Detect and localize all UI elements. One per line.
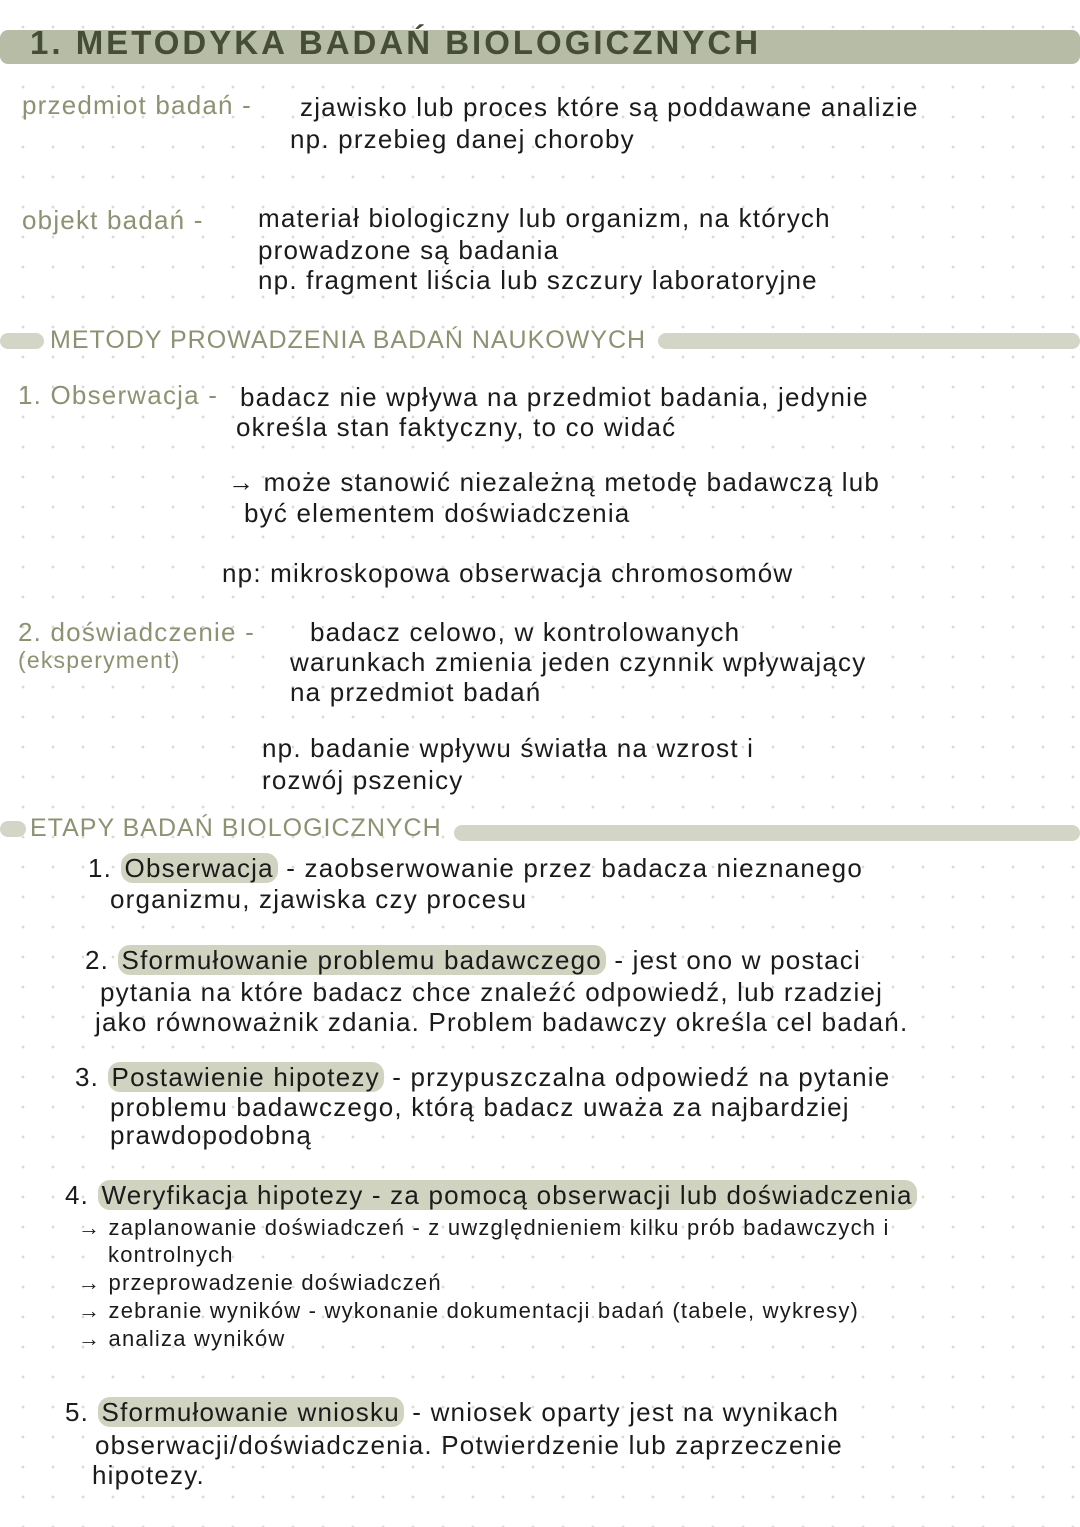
text-line: obserwacji/doświadczenia. Potwierdzenie lub zaprzeczenie	[95, 1430, 843, 1460]
section-bar-right	[658, 333, 1080, 349]
term-objekt: objekt badań -	[22, 205, 204, 235]
text-line: badacz nie wpływa na przedmiot badania, jedynie	[240, 382, 869, 412]
step-2	[85, 945, 861, 975]
step-5	[65, 1397, 839, 1427]
text-line: hipotezy.	[92, 1460, 205, 1490]
step-4	[65, 1180, 917, 1210]
section-title-stages: ETAPY BADAŃ BIOLOGICZNYCH	[30, 814, 442, 842]
text-line: warunkach zmienia jeden czynnik wpływający	[290, 647, 867, 677]
step-term: Postawienie hipotezy	[108, 1062, 384, 1092]
section-bar-left	[0, 333, 44, 349]
section-title-methods: METODY PROWADZENIA BADAŃ NAUKOWYCH	[50, 326, 647, 354]
example-line: np: mikroskopowa obserwacja chromosomów	[222, 558, 794, 588]
text-line: być elementem doświadczenia	[244, 498, 631, 528]
text-line: badacz celowo, w kontrolowanych	[310, 617, 741, 647]
section-bar-left	[0, 821, 26, 837]
step-1	[88, 853, 863, 883]
substep: → zebranie wyników - wykonanie dokumentacji badań (tabele, wykresy)	[78, 1298, 860, 1323]
step-number: 5.	[65, 1397, 90, 1427]
term-eksperyment: (eksperyment)	[18, 647, 181, 673]
text-line: problemu badawczego, którą badacz uważa za najbardziej	[110, 1092, 850, 1122]
text-line: organizmu, zjawiska czy procesu	[110, 884, 528, 914]
step-term: Weryfikacja hipotezy - za pomocą obserwacji lub doświadczenia	[98, 1180, 917, 1210]
definition-line: np. fragment liścia lub szczury laboratoryjne	[258, 265, 818, 295]
substep: → zaplanowanie doświadczeń - z uwzględnieniem kilku prób badawczych i	[78, 1215, 890, 1240]
substep: kontrolnych	[108, 1242, 234, 1267]
step-number: 2.	[85, 945, 110, 975]
step-term: Sformułowanie wniosku	[98, 1397, 404, 1427]
step-text: - jest ono w postaci	[605, 945, 861, 975]
step-3	[75, 1062, 890, 1092]
substep: → przeprowadzenie doświadczeń	[78, 1270, 442, 1295]
example-line: np. badanie wpływu światła na wzrost i	[262, 733, 755, 763]
text-line: prawdopodobną	[110, 1120, 313, 1150]
text-line: na przedmiot badań	[290, 677, 542, 707]
page-title: 1. METODYKA BADAŃ BIOLOGICZNYCH	[30, 24, 762, 61]
text-line: jako równoważnik zdania. Problem badawczy określa cel badań.	[95, 1007, 909, 1037]
definition-line: prowadzone są badania	[258, 235, 560, 265]
step-text: - przypuszczalna odpowiedź na pytanie	[383, 1062, 891, 1092]
definition-line: materiał biologiczny lub organizm, na których	[258, 203, 831, 233]
term-przedmiot: przedmiot badań -	[22, 90, 252, 120]
term-doswiadczenie: 2. doświadczenie -	[18, 617, 255, 647]
substep: → analiza wyników	[78, 1326, 286, 1351]
definition-line: zjawisko lub proces które są poddawane analizie	[300, 92, 919, 122]
text-line: → może stanowić niezależną metodę badawczą lub	[228, 467, 881, 497]
step-text: - zaobserwowanie przez badacza nieznanego	[277, 853, 863, 883]
step-term: Sformułowanie problemu badawczego	[118, 945, 606, 975]
definition-line: np. przebieg danej choroby	[290, 124, 635, 154]
step-number: 3.	[75, 1062, 100, 1092]
section-bar-right	[454, 825, 1080, 841]
step-term: Obserwacja	[121, 853, 278, 883]
step-number: 1.	[88, 853, 113, 883]
text-line: pytania na które badacz chce znaleźć odpowiedź, lub rzadziej	[100, 977, 884, 1007]
term-obserwacja: 1. Obserwacja -	[18, 380, 219, 410]
text-line: określa stan faktyczny, to co widać	[236, 412, 677, 442]
example-line: rozwój pszenicy	[262, 765, 464, 795]
step-number: 4.	[65, 1180, 90, 1210]
step-text: - wniosek oparty jest na wynikach	[403, 1397, 840, 1427]
